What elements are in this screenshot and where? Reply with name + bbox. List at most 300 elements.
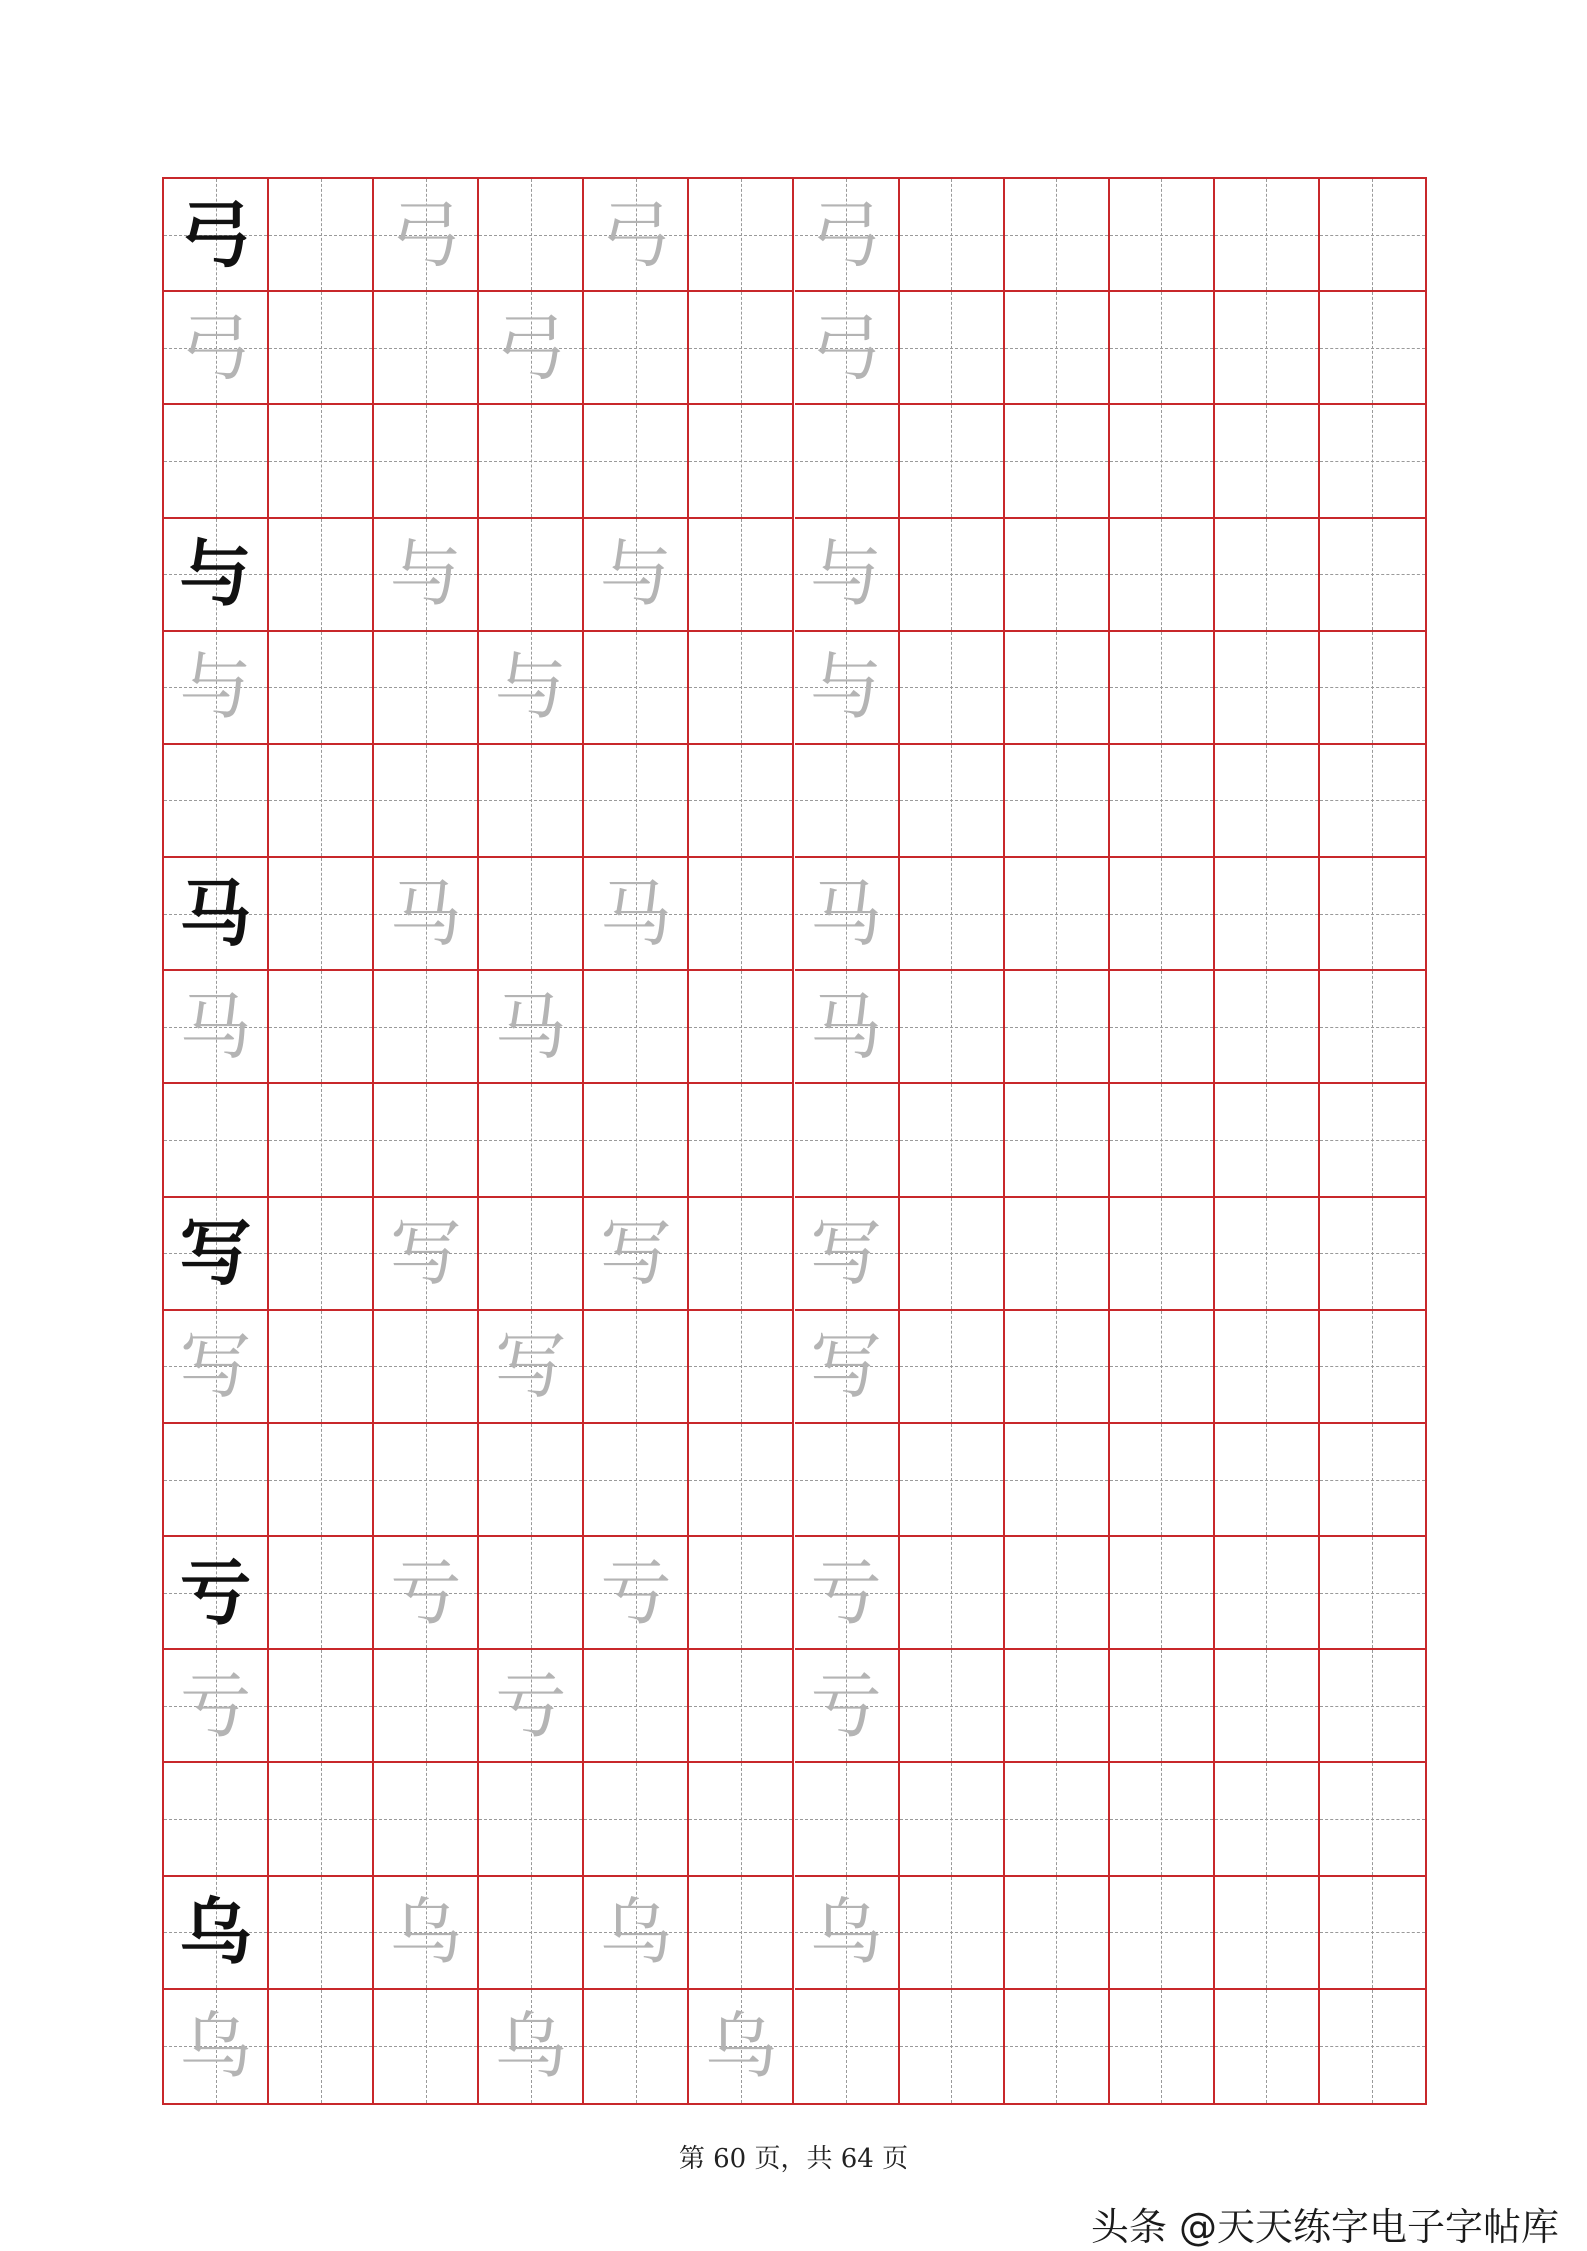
grid-cell <box>269 292 374 405</box>
guide-line-horizontal <box>1320 461 1425 462</box>
guide-line-horizontal <box>479 1593 582 1594</box>
grid-cell <box>374 1763 479 1876</box>
trace-character: 乌 <box>810 1890 883 1975</box>
grid-cell <box>269 1311 374 1424</box>
guide-line-horizontal <box>374 1027 477 1028</box>
guide-line-horizontal <box>1005 800 1108 801</box>
grid-cell <box>479 745 584 858</box>
guide-line-horizontal <box>1005 1027 1108 1028</box>
guide-line-horizontal <box>1320 800 1425 801</box>
grid-cell <box>1005 179 1110 292</box>
guide-line-horizontal <box>584 1366 687 1367</box>
guide-line-horizontal <box>269 1932 372 1933</box>
guide-line-horizontal <box>1215 235 1318 236</box>
grid-cell <box>795 1424 900 1537</box>
guide-line-horizontal <box>479 1253 582 1254</box>
guide-line-horizontal <box>164 1140 267 1141</box>
grid-cell <box>1215 1763 1320 1876</box>
grid-cell <box>584 179 689 292</box>
guide-line-horizontal <box>689 1706 792 1707</box>
guide-line-horizontal <box>689 1253 792 1254</box>
grid-cell <box>1320 1763 1425 1876</box>
grid-cell <box>1215 1990 1320 2103</box>
guide-line-horizontal <box>1110 574 1213 575</box>
guide-line-horizontal <box>900 800 1003 801</box>
grid-cell <box>374 971 479 1084</box>
guide-line-horizontal <box>584 1027 687 1028</box>
grid-cell <box>1110 405 1215 518</box>
grid-cell <box>795 1311 900 1424</box>
grid-cell <box>1110 1311 1215 1424</box>
grid-cell <box>374 632 479 745</box>
grid-cell <box>795 1198 900 1311</box>
grid-cell <box>900 632 1005 745</box>
grid-cell <box>1110 1537 1215 1650</box>
guide-line-horizontal <box>689 800 792 801</box>
guide-line-horizontal <box>269 1593 372 1594</box>
grid-cell <box>164 745 269 858</box>
grid-cell <box>269 1990 374 2103</box>
guide-line-horizontal <box>1320 1366 1425 1367</box>
grid-cell <box>164 1990 269 2103</box>
guide-line-horizontal <box>900 2046 1003 2047</box>
guide-line-horizontal <box>900 461 1003 462</box>
guide-line-horizontal <box>584 2046 687 2047</box>
grid-cell <box>900 1763 1005 1876</box>
guide-line-horizontal <box>689 574 792 575</box>
grid-cell <box>1005 971 1110 1084</box>
guide-line-horizontal <box>900 1366 1003 1367</box>
guide-line-horizontal <box>795 2046 898 2047</box>
guide-line-horizontal <box>1320 1593 1425 1594</box>
trace-character: 与 <box>810 532 883 617</box>
grid-cell <box>479 519 584 632</box>
grid-cell <box>1110 1650 1215 1763</box>
guide-line-horizontal <box>269 1480 372 1481</box>
trace-character: 亏 <box>810 1663 883 1748</box>
grid-cell <box>1215 292 1320 405</box>
grid-cell <box>900 1990 1005 2103</box>
grid-cell <box>584 1877 689 1990</box>
grid-cell <box>1320 1198 1425 1311</box>
grid-cell <box>374 1424 479 1537</box>
trace-character: 弓 <box>179 305 252 390</box>
grid-cell <box>374 1198 479 1311</box>
grid-cell <box>479 1650 584 1763</box>
guide-line-horizontal <box>269 235 372 236</box>
grid-cell <box>479 405 584 518</box>
guide-line-horizontal <box>269 687 372 688</box>
grid-cell <box>689 1877 794 1990</box>
guide-line-horizontal <box>1320 2046 1425 2047</box>
grid-cell <box>1110 1990 1215 2103</box>
guide-line-horizontal <box>1110 687 1213 688</box>
grid-cell <box>900 745 1005 858</box>
model-character: 乌 <box>179 1890 252 1975</box>
grid-cell <box>1005 1198 1110 1311</box>
guide-line-horizontal <box>1005 1366 1108 1367</box>
guide-line-horizontal <box>795 1140 898 1141</box>
guide-line-horizontal <box>689 461 792 462</box>
trace-character: 与 <box>599 532 672 617</box>
grid-cell <box>900 179 1005 292</box>
grid-cell <box>795 971 900 1084</box>
trace-character: 马 <box>389 871 462 956</box>
grid-cell <box>1320 858 1425 971</box>
model-character: 写 <box>179 1211 252 1296</box>
guide-line-horizontal <box>900 914 1003 915</box>
guide-line-horizontal <box>689 1480 792 1481</box>
guide-line-horizontal <box>689 1140 792 1141</box>
trace-character: 弓 <box>810 192 883 277</box>
grid-cell <box>689 632 794 745</box>
guide-line-horizontal <box>374 461 477 462</box>
grid-cell <box>795 1650 900 1763</box>
grid-cell <box>900 858 1005 971</box>
guide-line-horizontal <box>900 1027 1003 1028</box>
guide-line-horizontal <box>1110 2046 1213 2047</box>
guide-line-horizontal <box>689 687 792 688</box>
guide-line-horizontal <box>1215 1932 1318 1933</box>
grid-cell <box>1320 1877 1425 1990</box>
grid-cell <box>1110 292 1215 405</box>
guide-line-horizontal <box>900 574 1003 575</box>
grid-cell <box>479 1198 584 1311</box>
guide-line-horizontal <box>1320 1253 1425 1254</box>
guide-line-horizontal <box>1215 1366 1318 1367</box>
guide-line-horizontal <box>164 461 267 462</box>
grid-cell <box>1110 1877 1215 1990</box>
grid-cell <box>1215 1424 1320 1537</box>
guide-line-horizontal <box>374 2046 477 2047</box>
trace-character: 亏 <box>810 1550 883 1635</box>
grid-cell <box>269 745 374 858</box>
grid-cell <box>1215 1537 1320 1650</box>
guide-line-horizontal <box>164 1480 267 1481</box>
guide-line-horizontal <box>1005 1593 1108 1594</box>
grid-cell <box>479 1424 584 1537</box>
grid-cell <box>1215 632 1320 745</box>
grid-cell <box>479 1311 584 1424</box>
guide-line-horizontal <box>374 687 477 688</box>
grid-cell <box>900 1311 1005 1424</box>
trace-character: 马 <box>810 871 883 956</box>
grid-cell <box>795 632 900 745</box>
grid-cell <box>1320 292 1425 405</box>
grid-cell <box>900 1537 1005 1650</box>
page-number: 第 60 页，共 64 页 <box>678 2144 909 2174</box>
grid-cell <box>479 179 584 292</box>
grid-cell <box>1320 1537 1425 1650</box>
guide-line-horizontal <box>689 914 792 915</box>
grid-cell <box>164 1311 269 1424</box>
guide-line-horizontal <box>1110 1140 1213 1141</box>
guide-line-horizontal <box>584 1706 687 1707</box>
guide-line-horizontal <box>374 1366 477 1367</box>
grid-cell <box>269 1877 374 1990</box>
grid-cell <box>164 1763 269 1876</box>
grid-cell <box>795 1084 900 1197</box>
guide-line-horizontal <box>1215 2046 1318 2047</box>
guide-line-horizontal <box>269 1366 372 1367</box>
grid-cell <box>584 632 689 745</box>
trace-character: 写 <box>810 1324 883 1409</box>
grid-cell <box>1320 405 1425 518</box>
trace-character: 乌 <box>389 1890 462 1975</box>
guide-line-horizontal <box>479 1140 582 1141</box>
grid-cell <box>1005 1537 1110 1650</box>
guide-line-horizontal <box>1320 1027 1425 1028</box>
guide-line-horizontal <box>795 461 898 462</box>
guide-line-horizontal <box>1110 1366 1213 1367</box>
trace-character: 乌 <box>704 2004 777 2089</box>
grid-cell <box>1320 971 1425 1084</box>
trace-character: 与 <box>494 645 567 730</box>
guide-line-horizontal <box>1320 914 1425 915</box>
grid-cell <box>374 1311 479 1424</box>
guide-line-horizontal <box>374 1480 477 1481</box>
grid-cell <box>795 405 900 518</box>
grid-cell <box>269 1763 374 1876</box>
grid-cell <box>1320 1084 1425 1197</box>
grid-cell <box>479 1537 584 1650</box>
grid-cell <box>479 632 584 745</box>
grid-cell <box>479 1990 584 2103</box>
guide-line-horizontal <box>689 1932 792 1933</box>
grid-cell <box>900 405 1005 518</box>
guide-line-horizontal <box>479 1819 582 1820</box>
guide-line-horizontal <box>900 1932 1003 1933</box>
grid-cell <box>795 179 900 292</box>
grid-cell <box>1320 1990 1425 2103</box>
guide-line-horizontal <box>795 1480 898 1481</box>
grid-cell <box>479 1763 584 1876</box>
grid-cell <box>900 519 1005 632</box>
grid-cell <box>374 519 479 632</box>
guide-line-horizontal <box>1110 1253 1213 1254</box>
guide-line-horizontal <box>1005 914 1108 915</box>
grid-cell <box>164 292 269 405</box>
guide-line-horizontal <box>1005 574 1108 575</box>
grid-cell <box>795 519 900 632</box>
guide-line-horizontal <box>900 1819 1003 1820</box>
guide-line-horizontal <box>1320 1140 1425 1141</box>
guide-line-horizontal <box>269 914 372 915</box>
grid-cell <box>689 971 794 1084</box>
grid-cell <box>689 1198 794 1311</box>
trace-character: 写 <box>494 1324 567 1409</box>
grid-cell <box>795 1763 900 1876</box>
grid-cell <box>164 1650 269 1763</box>
guide-line-horizontal <box>1110 1480 1213 1481</box>
guide-line-horizontal <box>374 800 477 801</box>
guide-line-horizontal <box>1110 348 1213 349</box>
grid-cell <box>584 1424 689 1537</box>
grid-cell <box>1110 1424 1215 1537</box>
guide-line-horizontal <box>1005 461 1108 462</box>
grid-cell <box>1110 858 1215 971</box>
grid-cell <box>1005 632 1110 745</box>
grid-cell <box>269 1537 374 1650</box>
grid-cell <box>374 1990 479 2103</box>
guide-line-horizontal <box>269 574 372 575</box>
guide-line-horizontal <box>1320 687 1425 688</box>
grid-cell <box>1110 745 1215 858</box>
trace-character: 弓 <box>389 192 462 277</box>
trace-character: 亏 <box>494 1663 567 1748</box>
guide-line-horizontal <box>900 1140 1003 1141</box>
guide-line-horizontal <box>900 1706 1003 1707</box>
trace-character: 弓 <box>810 305 883 390</box>
guide-line-horizontal <box>479 800 582 801</box>
grid-cell <box>1215 405 1320 518</box>
grid-cell <box>795 1877 900 1990</box>
guide-line-horizontal <box>584 461 687 462</box>
grid-cell <box>795 1537 900 1650</box>
grid-cell <box>900 1424 1005 1537</box>
grid-cell <box>1215 1877 1320 1990</box>
guide-line-horizontal <box>1110 461 1213 462</box>
grid-cell <box>269 1198 374 1311</box>
grid-cell <box>689 405 794 518</box>
trace-character: 马 <box>599 871 672 956</box>
guide-line-horizontal <box>1320 1480 1425 1481</box>
guide-line-horizontal <box>269 1706 372 1707</box>
guide-line-horizontal <box>479 235 582 236</box>
grid-cell <box>479 1877 584 1990</box>
grid-cell <box>164 1198 269 1311</box>
grid-cell <box>1005 1311 1110 1424</box>
grid-cell <box>374 1650 479 1763</box>
guide-line-horizontal <box>1215 914 1318 915</box>
guide-line-horizontal <box>269 2046 372 2047</box>
grid-cell <box>269 858 374 971</box>
grid-cell <box>689 1650 794 1763</box>
guide-line-horizontal <box>584 348 687 349</box>
grid-cell <box>584 745 689 858</box>
trace-character: 写 <box>810 1211 883 1296</box>
grid-cell <box>900 971 1005 1084</box>
grid-cell <box>1215 179 1320 292</box>
guide-line-horizontal <box>1005 1932 1108 1933</box>
grid-cell <box>900 1198 1005 1311</box>
guide-line-horizontal <box>584 687 687 688</box>
grid-cell <box>795 745 900 858</box>
guide-line-horizontal <box>1320 574 1425 575</box>
trace-character: 与 <box>179 645 252 730</box>
grid-cell <box>164 1424 269 1537</box>
grid-cell <box>374 858 479 971</box>
grid-cell <box>1110 1198 1215 1311</box>
guide-line-horizontal <box>689 1027 792 1028</box>
guide-line-horizontal <box>479 1932 582 1933</box>
grid-cell <box>164 1537 269 1650</box>
grid-cell <box>1110 1084 1215 1197</box>
guide-line-horizontal <box>1215 348 1318 349</box>
grid-cell <box>1215 1198 1320 1311</box>
trace-character: 与 <box>389 532 462 617</box>
grid-cell <box>584 1084 689 1197</box>
guide-line-horizontal <box>584 1140 687 1141</box>
grid-cell <box>584 405 689 518</box>
trace-character: 亏 <box>179 1663 252 1748</box>
grid-cell <box>1215 745 1320 858</box>
guide-line-horizontal <box>374 348 477 349</box>
guide-line-horizontal <box>1110 1932 1213 1933</box>
grid-cell <box>479 292 584 405</box>
grid-cell <box>1320 179 1425 292</box>
guide-line-horizontal <box>269 461 372 462</box>
guide-line-horizontal <box>1110 800 1213 801</box>
grid-cell <box>1005 1990 1110 2103</box>
grid-cell <box>164 971 269 1084</box>
grid-cell <box>1005 1650 1110 1763</box>
guide-line-horizontal <box>689 1819 792 1820</box>
grid-cell <box>689 1990 794 2103</box>
grid-cell <box>795 292 900 405</box>
model-character: 与 <box>179 532 252 617</box>
guide-line-horizontal <box>689 1366 792 1367</box>
grid-cell <box>689 519 794 632</box>
guide-line-horizontal <box>584 1819 687 1820</box>
grid-cell <box>1005 1763 1110 1876</box>
guide-line-horizontal <box>795 800 898 801</box>
guide-line-horizontal <box>1320 1932 1425 1933</box>
trace-character: 马 <box>494 984 567 1069</box>
grid-cell <box>374 179 479 292</box>
grid-cell <box>164 519 269 632</box>
guide-line-horizontal <box>1005 1140 1108 1141</box>
grid-cell <box>1215 1650 1320 1763</box>
guide-line-horizontal <box>1110 235 1213 236</box>
grid-cell <box>1005 858 1110 971</box>
guide-line-horizontal <box>689 348 792 349</box>
guide-line-horizontal <box>900 1593 1003 1594</box>
guide-line-horizontal <box>1005 1706 1108 1707</box>
guide-line-horizontal <box>269 348 372 349</box>
guide-line-horizontal <box>374 1819 477 1820</box>
grid-cell <box>164 1084 269 1197</box>
guide-line-horizontal <box>1320 235 1425 236</box>
grid-cell <box>584 1650 689 1763</box>
guide-line-horizontal <box>479 914 582 915</box>
trace-character: 写 <box>179 1324 252 1409</box>
grid-cell <box>584 1198 689 1311</box>
grid-cell <box>269 971 374 1084</box>
grid-cell <box>584 519 689 632</box>
grid-cell <box>1215 1311 1320 1424</box>
grid-cell <box>269 405 374 518</box>
guide-line-horizontal <box>900 1480 1003 1481</box>
grid-cell <box>1005 745 1110 858</box>
grid-cell <box>1110 632 1215 745</box>
grid-cell <box>479 858 584 971</box>
grid-cell <box>584 1311 689 1424</box>
grid-cell <box>795 1990 900 2103</box>
trace-character: 与 <box>810 645 883 730</box>
grid-cell <box>689 292 794 405</box>
trace-character: 亏 <box>389 1550 462 1635</box>
grid-cell <box>584 971 689 1084</box>
trace-character: 马 <box>179 984 252 1069</box>
guide-line-horizontal <box>164 800 267 801</box>
grid-cell <box>1110 971 1215 1084</box>
grid-cell <box>1320 1424 1425 1537</box>
grid-cell <box>1320 745 1425 858</box>
guide-line-horizontal <box>1005 1253 1108 1254</box>
guide-line-horizontal <box>1215 1819 1318 1820</box>
guide-line-horizontal <box>269 1140 372 1141</box>
